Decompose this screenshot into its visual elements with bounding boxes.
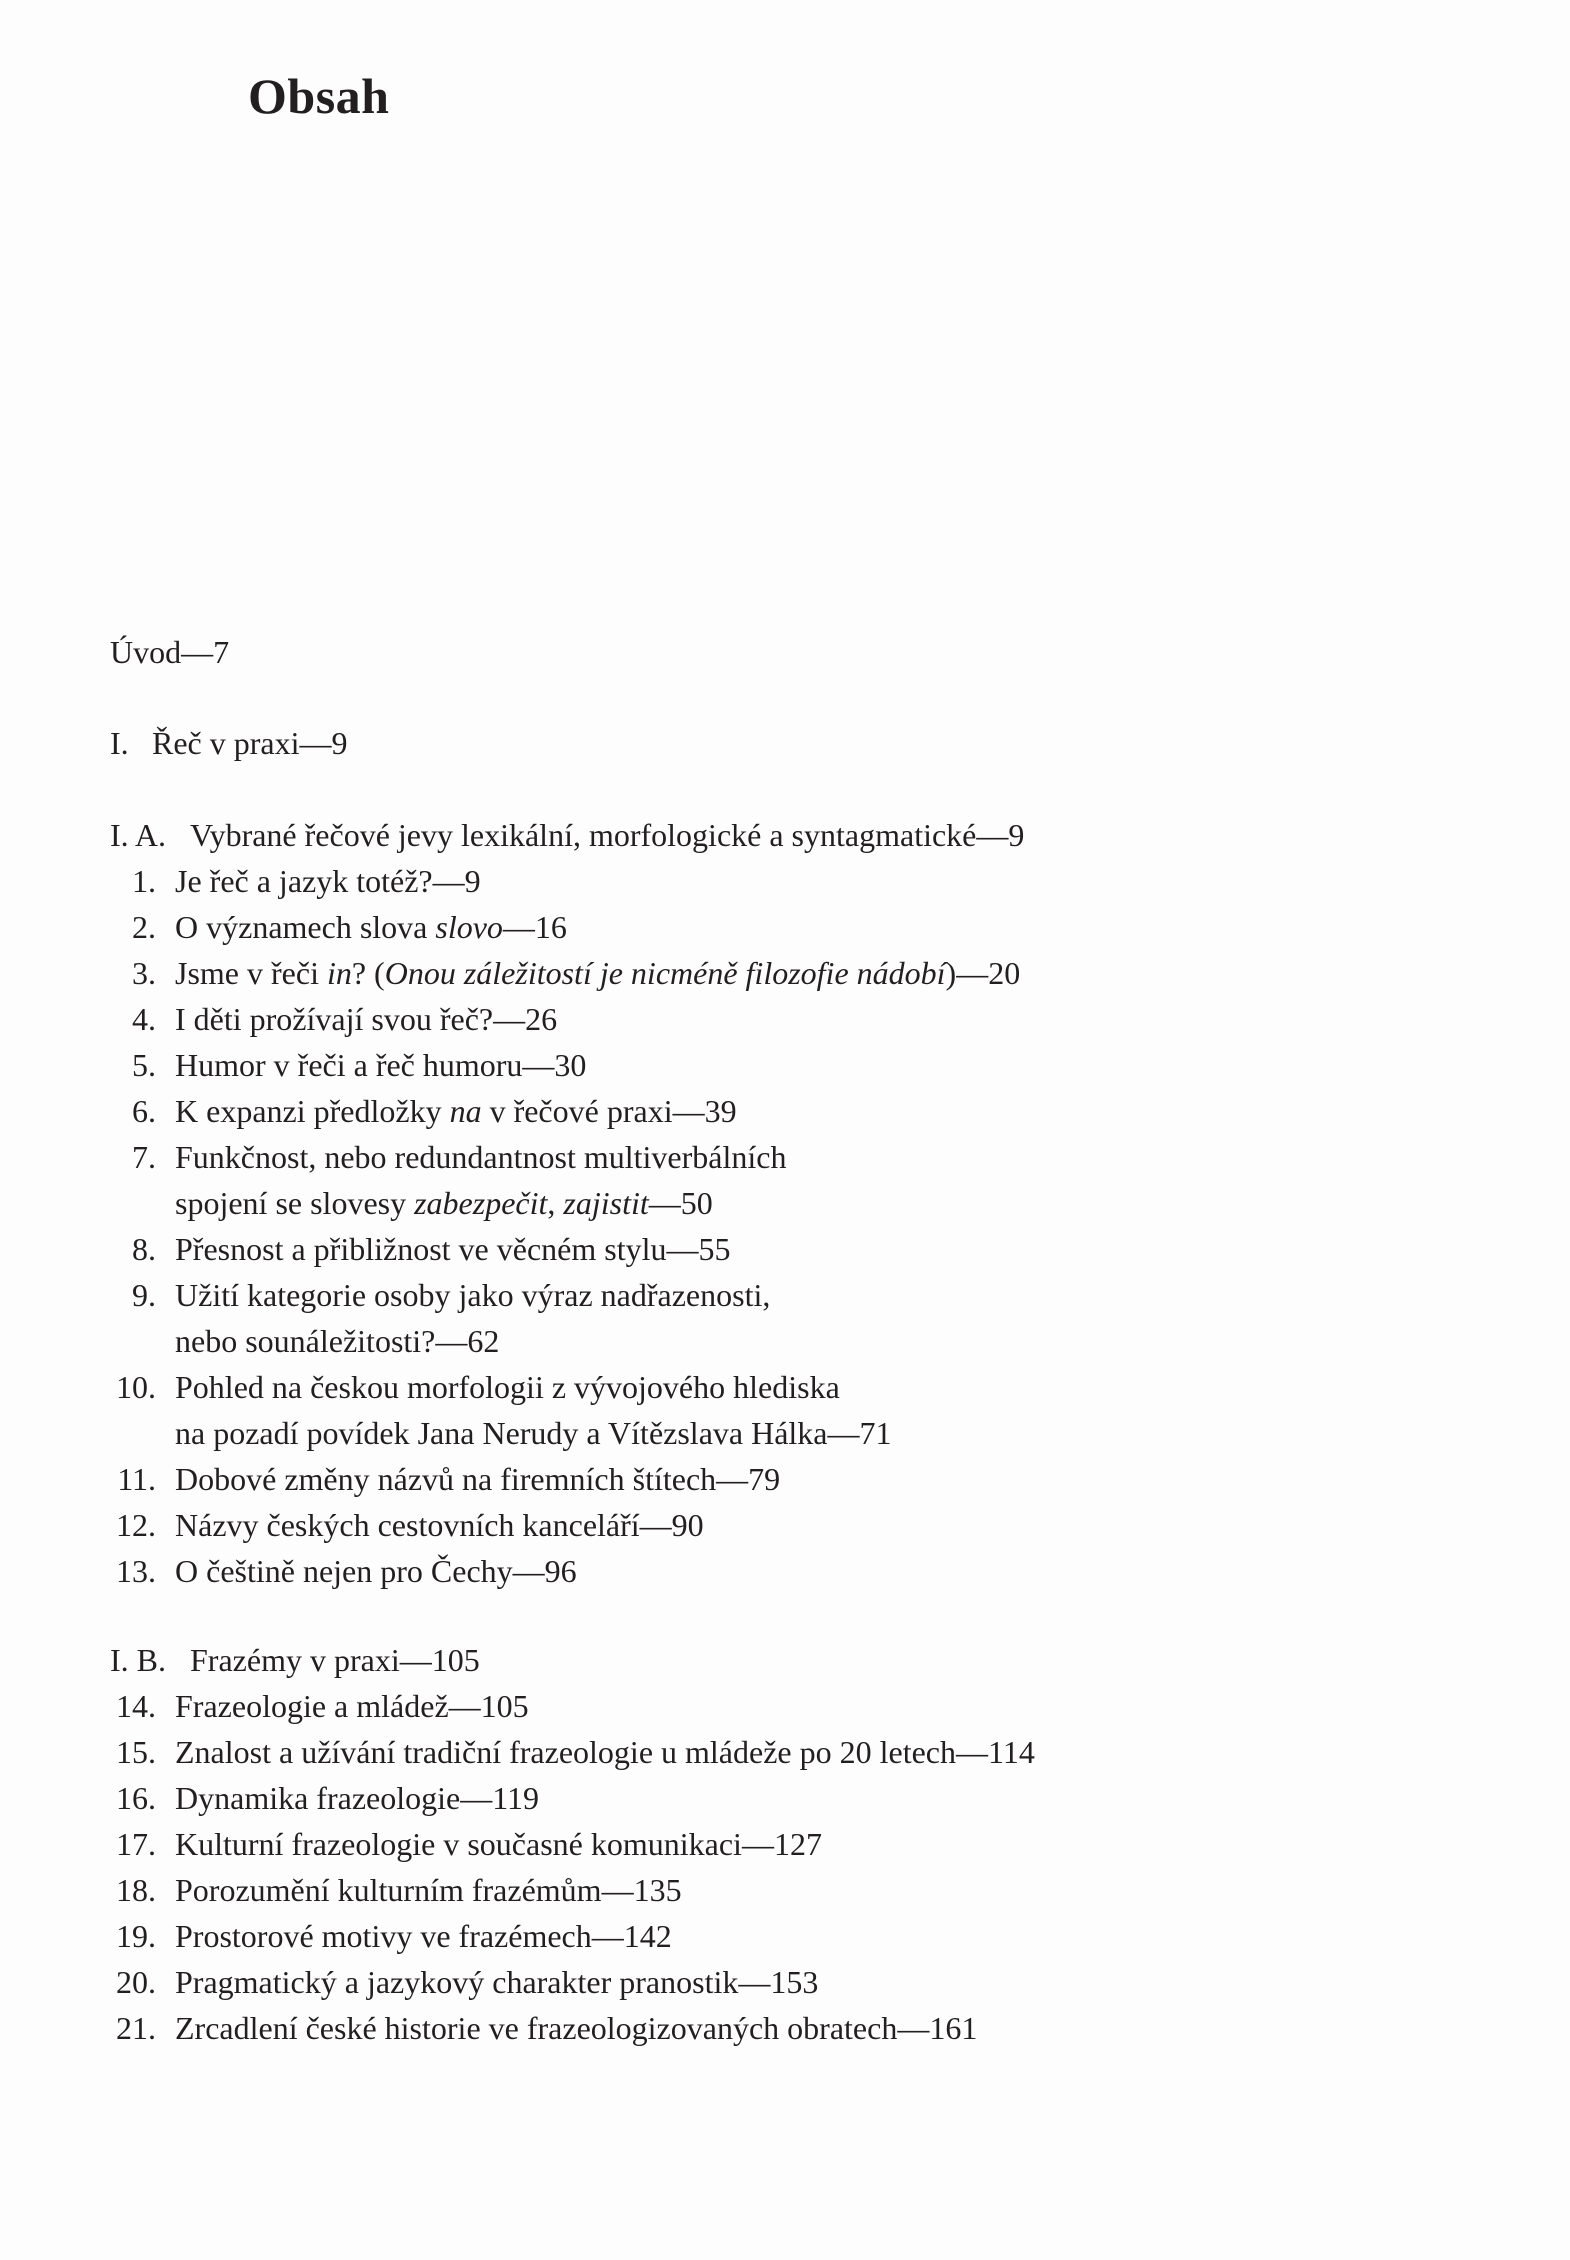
title-text: Humor v řeči a řeč humoru—30 (175, 1047, 587, 1083)
title-text: Znalost a užívání tradiční frazeologie u mládeže po 20 letech—114 (175, 1734, 1035, 1770)
title-text: Pohled na českou morfologii z vývojového hlediska (175, 1369, 840, 1405)
toc-item-title (175, 996, 557, 1042)
toc-item-title (175, 1502, 704, 1548)
toc-item[interactable] (0, 1364, 1570, 1410)
title-text: Přesnost a přibližnost ve věcném stylu—55 (175, 1231, 731, 1267)
toc-item-number: 14. (116, 1688, 156, 1724)
toc-item-title (175, 1821, 822, 1867)
title-text: I děti prožívají svou řeč?—26 (175, 1001, 558, 1037)
toc-item[interactable] (0, 1042, 1570, 1088)
toc-item[interactable] (0, 2005, 1570, 2051)
italic-term: na (449, 1093, 482, 1129)
italic-term: slovo (435, 909, 503, 945)
section-title: Vybrané řečové jevy lexikální, morfologické a syntagmatické (190, 817, 977, 853)
title-text: Porozumění kulturním frazémům—135 (175, 1872, 682, 1908)
section-b-items (0, 1683, 1570, 2051)
toc-item-title (175, 1272, 770, 1318)
toc-item-number: 6. (132, 1093, 156, 1129)
section-title-line: Frazémy v praxi—105 (190, 1642, 480, 1678)
toc-entry-label: Úvod (110, 634, 182, 670)
section-heading-b[interactable] (0, 1637, 1570, 1683)
toc-item-number: 21. (116, 2010, 156, 2046)
toc-item-title (175, 858, 481, 904)
title-text: O češtině nejen pro Čechy—96 (175, 1553, 577, 1589)
title-text: Pragmatický a jazykový charakter pranostik—153 (175, 1964, 819, 2000)
toc-item[interactable] (0, 858, 1570, 904)
section-title: Frazémy v praxi (190, 1642, 400, 1678)
toc-item-title (175, 1088, 737, 1134)
toc-item-continuation[interactable] (0, 1318, 1570, 1364)
title-text: Názvy českých cestovních kanceláří—90 (175, 1507, 704, 1543)
toc-item-number: 16. (116, 1780, 156, 1816)
toc-item-number: 11. (117, 1461, 156, 1497)
title-text: spojení se slovesy (175, 1185, 415, 1221)
toc-item-title (175, 1226, 730, 1272)
toc-page-number: 105 (431, 1642, 480, 1678)
toc-page-number: 9 (331, 725, 348, 761)
toc-item-title (175, 1364, 840, 1410)
title-text: Dynamika frazeologie—119 (175, 1780, 540, 1816)
toc-item-number: 7. (132, 1139, 156, 1175)
toc-item-continuation[interactable] (0, 1180, 1570, 1226)
section-title-line: Vybrané řečové jevy lexikální, morfologické a syntagmatické—9 (190, 817, 1025, 853)
toc-item-title (175, 1410, 892, 1456)
section-label: I. B. (110, 1642, 166, 1678)
title-text: , (547, 1185, 564, 1221)
title-text: O významech slova (175, 909, 436, 945)
part-title: Řeč v praxi (152, 725, 300, 761)
toc-item-number: 19. (116, 1918, 156, 1954)
toc-item[interactable] (0, 1867, 1570, 1913)
toc-item[interactable] (0, 1226, 1570, 1272)
toc-item-title (175, 1775, 539, 1821)
italic-term: zajistit (563, 1185, 649, 1221)
title-text: Kulturní frazeologie v současné komunikaci—127 (175, 1826, 822, 1862)
toc-item-title (175, 950, 1020, 996)
toc-item-title (175, 2005, 977, 2051)
toc-item-number: 2. (132, 909, 156, 945)
toc-item-number: 3. (132, 955, 156, 991)
toc-item-title (175, 1318, 499, 1364)
toc-item-title (175, 1867, 682, 1913)
toc-item-number: 4. (132, 1001, 156, 1037)
toc-item[interactable] (0, 1959, 1570, 2005)
page-title: Obsah (248, 68, 390, 124)
toc-item-title (175, 1548, 577, 1594)
title-text: —16 (502, 909, 567, 945)
title-text: Jsme v řeči (175, 955, 327, 991)
toc-item[interactable] (0, 1502, 1570, 1548)
title-text: )—20 (945, 955, 1021, 991)
toc-item-number: 15. (116, 1734, 156, 1770)
toc-item-number: 5. (132, 1047, 156, 1083)
toc-item-number: 18. (116, 1872, 156, 1908)
toc-item[interactable] (0, 1775, 1570, 1821)
toc-item-title (175, 1456, 780, 1502)
toc-item[interactable] (0, 1729, 1570, 1775)
title-text: K expanzi předložky (175, 1093, 450, 1129)
toc-item[interactable] (0, 1821, 1570, 1867)
title-text: Funkčnost, nebo redundantnost multiverbálních (175, 1139, 787, 1175)
section-heading-a[interactable] (0, 812, 1570, 858)
part-title-line (152, 720, 348, 766)
italic-term: zabezpečit (414, 1185, 548, 1221)
toc-separator: — (181, 634, 214, 670)
title-text: Prostorové motivy ve frazémech—142 (175, 1918, 672, 1954)
toc-section-a (0, 812, 1570, 1594)
title-text: Dobové změny názvů na firemních štítech—79 (175, 1461, 781, 1497)
title-text: —9 (432, 863, 481, 899)
toc-item[interactable] (0, 1272, 1570, 1318)
toc-item-continuation[interactable] (0, 1410, 1570, 1456)
toc-item-number: 9. (132, 1277, 156, 1313)
toc-item-number: 12. (116, 1507, 156, 1543)
toc-section-b (0, 1637, 1570, 2051)
italic-term: in (326, 955, 352, 991)
toc-entry-intro[interactable] (110, 629, 229, 675)
toc-separator: — (299, 725, 332, 761)
toc-page-number: 9 (1008, 817, 1025, 853)
title-text: na pozadí povídek Jana Nerudy a Vítězslava Hálka—71 (175, 1415, 892, 1451)
italic-term: Onou záležitostí je nicméně filozofie nádobí (384, 955, 946, 991)
toc-item-title (175, 1729, 1035, 1775)
toc-item-title (175, 904, 567, 950)
toc-item-title (175, 1134, 786, 1180)
toc-item-number: 10. (116, 1369, 156, 1405)
toc-item[interactable] (0, 1134, 1570, 1180)
title-text: Užití kategorie osoby jako výraz nadřazenosti, (175, 1277, 771, 1313)
toc-part-1[interactable] (0, 720, 1570, 766)
toc-item-title (175, 1180, 713, 1226)
toc-item-title (175, 1959, 818, 2005)
toc-item-number: 1. (132, 863, 156, 899)
section-a-items (0, 858, 1570, 1594)
part-number: I. (110, 725, 129, 761)
title-text: —50 (648, 1185, 713, 1221)
toc-item-number: 8. (132, 1231, 156, 1267)
toc-item[interactable] (0, 950, 1570, 996)
section-label: I. A. (110, 817, 166, 853)
toc-item[interactable] (0, 1456, 1570, 1502)
toc-item-number: 13. (116, 1553, 156, 1589)
toc-item-number: 20. (116, 1964, 156, 2000)
toc-item[interactable] (0, 1548, 1570, 1594)
title-text: Frazeologie a mládež—105 (175, 1688, 529, 1724)
toc-item-title (175, 1913, 672, 1959)
toc-item[interactable] (0, 1088, 1570, 1134)
toc-item-title (175, 1042, 586, 1088)
toc-item[interactable] (0, 1683, 1570, 1729)
toc-item[interactable] (0, 996, 1570, 1042)
toc-page-number: 7 (213, 634, 230, 670)
title-text: Zrcadlení české historie ve frazeologizovaných obratech—161 (175, 2010, 978, 2046)
toc-item-number: 17. (116, 1826, 156, 1862)
title-text: Je řeč a jazyk totéž? (175, 863, 433, 899)
toc-item[interactable] (0, 1913, 1570, 1959)
title-text: ? ( (351, 955, 385, 991)
title-text: v řečové praxi—39 (481, 1093, 737, 1129)
toc-item[interactable] (0, 904, 1570, 950)
toc-item-title (175, 1683, 529, 1729)
title-text: nebo sounáležitosti?—62 (175, 1323, 500, 1359)
